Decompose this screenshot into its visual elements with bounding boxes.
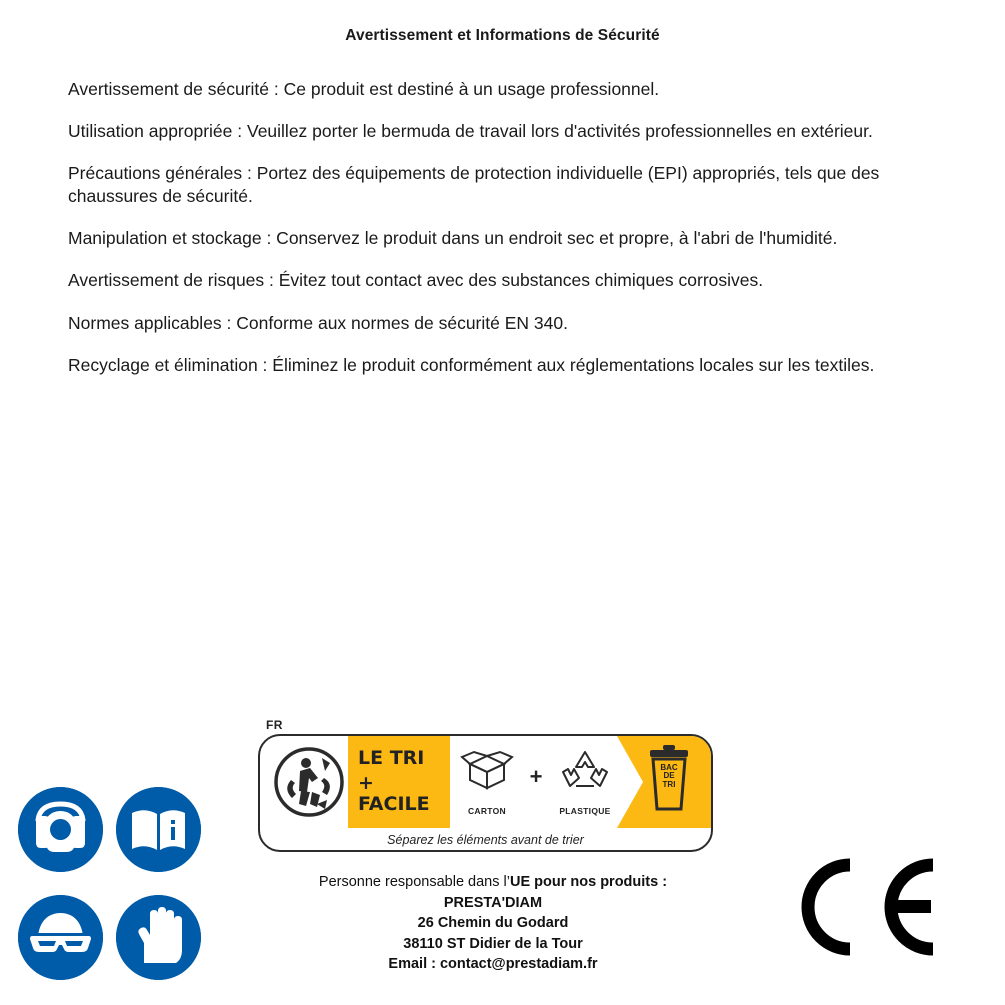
triman-slogan (358, 748, 448, 815)
responsible-intro-tail: pour nos produits : (530, 874, 668, 890)
bin-label (650, 764, 688, 789)
triman-label-box (258, 734, 713, 852)
hand-protection-icon (116, 895, 201, 980)
triman-country-code: FR (266, 718, 283, 732)
triman-person-icon (270, 742, 348, 822)
triman-slogan-line1: LE TRI (358, 747, 425, 769)
paragraph-handling-storage: Manipulation et stockage : Conservez le produit dans un endroit sec et propre, à l'abri de l'humidité. (68, 228, 838, 249)
paragraph-safety-warning: Avertissement de sécurité : Ce produit est destiné à un usage professionnel. (68, 79, 660, 99)
triman-plus-separator: + (529, 764, 543, 789)
mandatory-pictogram-group (18, 787, 228, 987)
ear-protection-icon (18, 787, 103, 872)
paragraph-proper-use: Utilisation appropriée : Veuillez porter le bermuda de travail lors d'activités professionnelles en extérieur. (68, 121, 873, 142)
bin-label-line3: TRI (662, 779, 676, 789)
bin-label-line2: DE (663, 771, 675, 781)
responsible-address-1: 26 Chemin du Godard (417, 915, 569, 932)
plastique-caption: PLASTIQUE (559, 806, 611, 816)
ce-marking (795, 855, 945, 960)
safety-information-body (68, 78, 934, 396)
responsible-intro-normal: Personne responsable dans l’ (318, 874, 510, 890)
triman-footer-text: Séparez les éléments avant de trier (387, 833, 584, 847)
page-title: Avertissement et Informations de Sécurité (345, 27, 660, 44)
responsible-person-block (228, 872, 758, 975)
carton-box-item (456, 742, 518, 816)
responsible-address-2: 38110 ST Didier de la Tour (403, 935, 583, 952)
plastic-item (554, 742, 616, 816)
paragraph-recycling-disposal: Recyclage et élimination : Éliminez le produit conformément aux réglementations locales sur les textiles. (68, 354, 875, 375)
triman-sorting-label (258, 718, 728, 858)
eye-protection-icon (18, 895, 103, 980)
paragraph-applicable-standards: Normes applicables : Conforme aux normes de sécurité EN 340. (68, 312, 568, 333)
responsible-intro-bold: UE (509, 874, 531, 890)
carton-caption: CARTON (467, 806, 506, 816)
responsible-person-intro (228, 872, 758, 893)
carton-box-icon (456, 742, 518, 800)
bin-label-line1: BAC (660, 763, 678, 772)
triman-material-icons (456, 742, 616, 828)
paragraph-hazard-warning: Avertissement de risques : Évitez tout contact avec des substances chimiques corrosives. (68, 270, 764, 291)
responsible-company: PRESTA'DIAM (443, 894, 543, 911)
triman-slogan-line2: + FACILE (358, 771, 430, 815)
paragraph-general-precautions: Précautions générales : Portez des équipements de protection individuelle (EPI) appropriés, tels que des chaussures de sécurité. (68, 163, 880, 207)
responsible-email: Email : contact@prestadiam.fr (388, 956, 598, 973)
recycle-plastic-icon (554, 742, 616, 800)
waste-bin-item (638, 742, 700, 825)
read-instructions-icon (116, 787, 201, 872)
